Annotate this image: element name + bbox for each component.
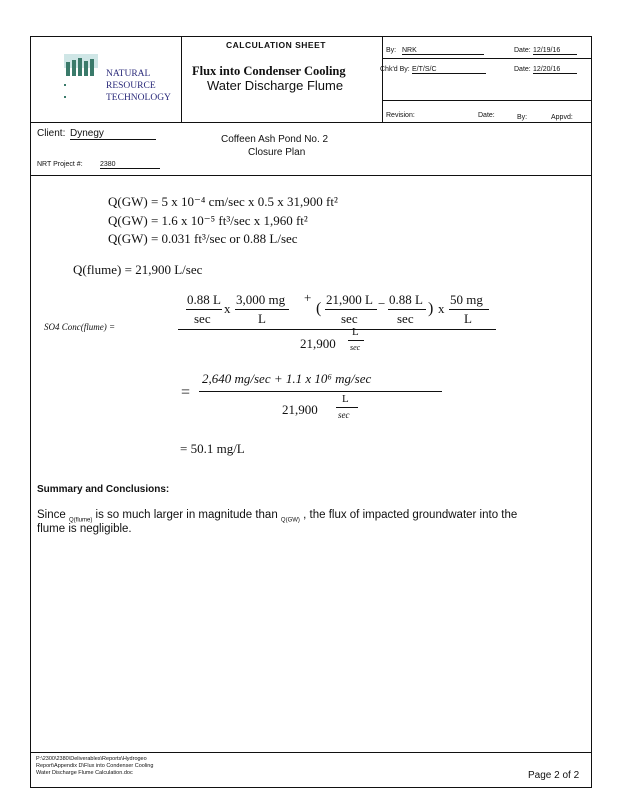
step2-fraction-bar [199,391,442,392]
term2-denominator-b: sec [397,311,414,326]
by-value: NRK [402,47,484,55]
term2-concentration-bar [449,309,489,310]
term2-numerator-b: 0.88 L [389,292,423,307]
sheet-title: CALCULATION SHEET [226,40,326,50]
q-gw-equation-1: Q(GW) = 5 x 10⁻⁴ cm/sec x 0.5 x 31,900 ft² [108,194,338,209]
nrt-logo-icon [62,52,102,98]
open-paren: ( [316,300,322,317]
logo-line: TECHNOLOGY [106,93,171,103]
q-flume-symbol: Q(flume) [68,517,93,524]
term2-concentration-numerator: 50 mg [450,292,483,307]
term1-concentration-denominator: L [258,311,266,326]
denominator-unit-bar [348,340,364,341]
logo-line: RESOURCE [106,81,156,91]
denominator-value: 21,900 [300,336,336,351]
project-subtitle: Closure Plan [248,147,306,158]
term1-multiply: x [224,301,231,316]
summary-text: is so much larger in magnitude than [95,509,278,521]
footer-divider [30,752,592,753]
project-number-label: NRT Project #: [37,161,83,168]
q-gw-symbol: Q(GW) [280,517,300,524]
date2-label: Date: [514,66,531,73]
close-paren: ) [428,300,434,317]
logo-text [106,68,171,104]
term1-denominator: sec [194,311,211,326]
step2-denominator: 21,900 [282,402,318,417]
file-path-line: P:\2300\2380\Deliverables\Reports\Hydrogeo [36,756,147,762]
signoff-divider-1 [382,58,592,59]
summary-paragraph [37,509,517,523]
client-label: Client: [37,128,66,139]
date-label: Date: [514,47,531,54]
chkd-value: E/T/S/C [412,66,486,74]
date-value: 12/19/16 [533,47,577,55]
project-name: Coffeen Ash Pond No. 2 [221,134,329,145]
document-title-line1: Flux into Condenser Cooling [192,64,346,78]
step2-denominator-unit-bar [336,407,358,408]
client-value: Dynegy [70,128,156,140]
document-title-line2: Water Discharge Flume [207,78,344,93]
chkd-label: Chk'd By: [380,66,410,73]
term1-fraction-bar [186,309,222,310]
summary-text: , the flux of impacted groundwater into the [303,509,518,521]
so4-concentration-label: SO4 Conc(flume) = [44,322,116,332]
summary-heading: Summary and Conclusions: [37,484,170,495]
denominator-unit-denominator: sec [350,343,361,352]
term2-multiply: x [438,301,445,316]
q-gw-equation-2: Q(GW) = 1.6 x 10⁻⁵ ft³/sec x 1,960 ft² [108,213,308,228]
summary-text: flume is negligible. [37,523,132,535]
result-value: = 50.1 mg/L [180,441,245,456]
term2-fraction-bar-b [388,309,426,310]
by-label: By: [386,47,397,54]
step2-denominator-unit-denominator: sec [338,410,350,420]
page-number: Page 2 of 2 [528,770,580,781]
step2-equals: = [181,384,191,401]
q-gw-equation-3: Q(GW) = 0.031 ft³/sec or 0.88 L/sec [108,231,298,246]
file-path [36,756,153,777]
revision-by-label: By: [517,114,528,121]
header-divider [30,122,592,123]
step2-denominator-unit-numerator: L [342,393,349,405]
project-number-value: 2380 [100,161,160,169]
term2-denominator-a: sec [341,311,358,326]
title-divider [382,36,383,122]
signoff-divider-2 [382,100,592,101]
term2-concentration-denominator: L [464,311,472,326]
denominator-unit-numerator: L [352,326,359,338]
revision-date-label: Date: [478,112,495,119]
header-bottom-divider [30,175,592,176]
file-path-line: Report\Appendix D\Flux into Condenser Cooling [36,763,154,769]
date2-value: 12/20/16 [533,66,577,74]
step2-numerator: 2,640 mg/sec + 1.1 x 10⁶ mg/sec [202,371,372,386]
term2-numerator-a: 21,900 L [326,292,373,307]
term1-concentration-numerator: 3,000 mg [236,292,286,307]
revision-label: Revision: [386,112,415,119]
logo-divider [181,36,182,122]
file-path-line: Water Discharge Flume Calculation.doc [36,770,133,776]
main-fraction-bar [178,329,496,330]
logo-line: NATURAL [106,69,151,79]
q-flume-equation: Q(flume) = 21,900 L/sec [73,262,203,277]
plus-sign: + [304,290,312,305]
term1-concentration-bar [235,309,289,310]
minus-sign: − [378,296,386,311]
revision-appvd-label: Appvd: [551,114,573,121]
summary-text: Since [37,509,66,521]
term1-numerator: 0.88 L [187,292,221,307]
term2-fraction-bar-a [325,309,377,310]
